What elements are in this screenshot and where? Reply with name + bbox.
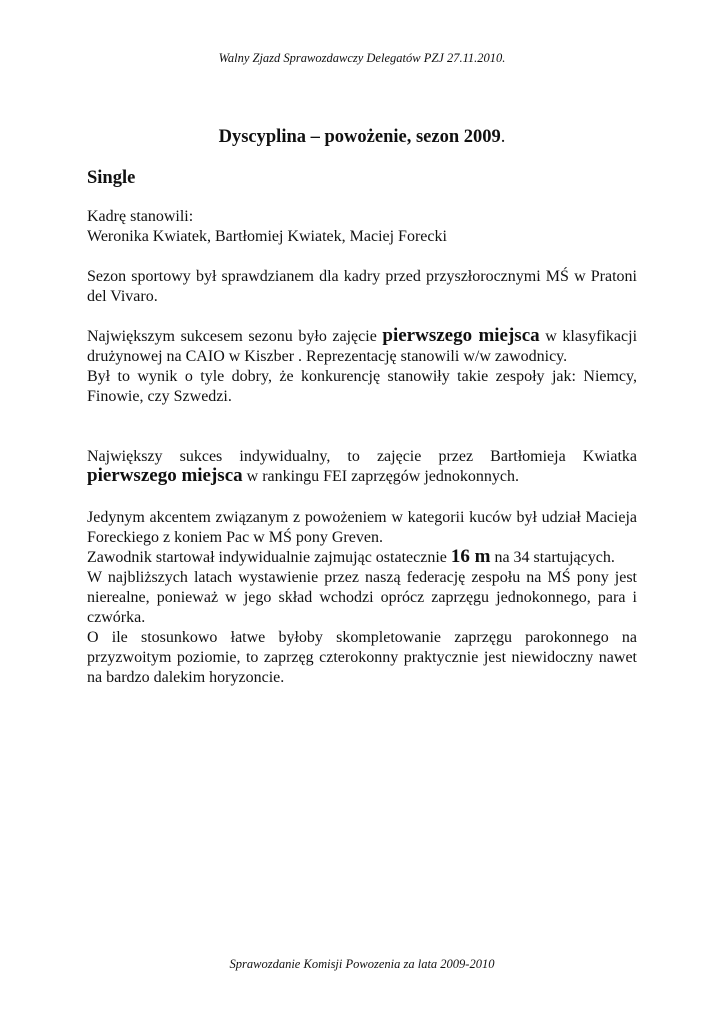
page-title (0, 127, 724, 148)
team-success-emphasis: pierwszego miejsca (382, 325, 540, 346)
squad-label: Kadrę stanowili: (87, 208, 194, 225)
paragraph-individual-success (87, 447, 637, 487)
result-before: Zawodnik startował indywidualnie zajmując ostatecznie (87, 549, 447, 566)
page-footer: Sprawozdanie Komisji Powozenia za lata 2009-2010 (229, 957, 495, 971)
team-success-text (87, 327, 637, 367)
individual-success-before: Największy sukces indywidualny, to zajęcie przez Bartłomieja Kwiatka (87, 448, 637, 465)
competition-text: Był to wynik o tyle dobry, że konkurencję stanowiły takie zespoły jak: Niemcy, Finowie, czy Szwedzi. (87, 368, 637, 405)
title-text: Dyscyplina – powożenie, sezon 2009 (218, 127, 501, 147)
paragraph-team-success (87, 327, 637, 407)
paragraph-squad (87, 207, 637, 247)
result-emphasis: 16 m (450, 546, 491, 567)
four-in-hand-text: O ile stosunkowo łatwe byłoby skompletowanie zaprzęgu parokonnego na przyzwoitym poziomie, to zaprzęg czterokonny praktycznie jest niewidoczny nawet na bardzo dalekim horyzoncie. (87, 629, 637, 686)
team-success-after: w klasyfikacji drużynowej na CAIO w Kiszber . Reprezentację stanowili w/w zawodnicy. (87, 328, 638, 365)
team-success-before: Największym sukcesem sezonu było zajęcie (87, 328, 377, 345)
result-text (87, 548, 637, 568)
squad-members: Weronika Kwiatek, Bartłomiej Kwiatek, Maciej Forecki (87, 228, 447, 245)
result-after: na 34 startujących. (494, 549, 615, 566)
individual-success-text (87, 447, 637, 487)
season-text: Sezon sportowy był sprawdzianem dla kadry przed przyszłorocznymi MŚ w Pratoni del Vivaro. (87, 268, 637, 305)
page-header: Walny Zjazd Sprawozdawczy Delegatów PZJ 27.11.2010. (218, 51, 506, 65)
individual-success-emphasis: pierwszego miejsca (87, 465, 243, 486)
individual-success-after: w rankingu FEI zaprzęgów jednokonnych. (246, 468, 520, 485)
paragraph-season (87, 267, 637, 307)
section-heading: Single (87, 168, 136, 188)
federation-text: W najbliższych latach wystawienie przez naszą federację zespołu na MŚ pony jest nierealne, ponieważ w jego skład wchodzi oprócz zaprzęgu jednokonnego, para i czwórka. (87, 569, 637, 626)
paragraph-pony (87, 508, 637, 688)
title-period: . (500, 127, 506, 147)
pony-text: Jedynym akcentem związanym z powożeniem w kategorii kuców był udział Macieja Foreckiego z koniem Pac w MŚ pony Greven. (87, 509, 637, 546)
